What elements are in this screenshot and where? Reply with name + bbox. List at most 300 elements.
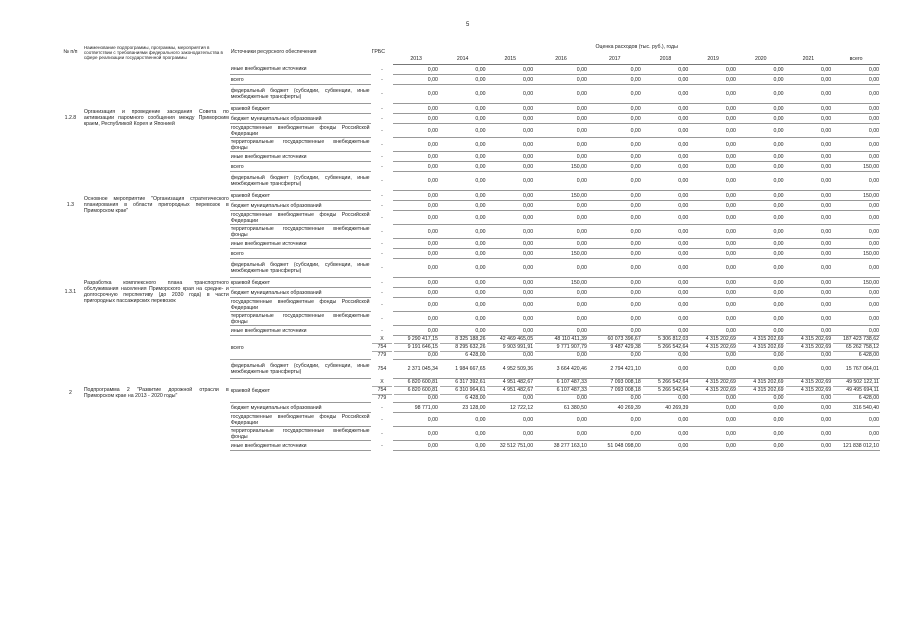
- amount-cell: 0,00: [393, 201, 439, 211]
- amount-cell: 0,00: [642, 360, 690, 379]
- amount-cell: 0,00: [689, 441, 737, 451]
- amount-value: 4 951 482,67: [487, 379, 533, 387]
- amount-cell: 0,00: [642, 298, 690, 312]
- amount-cell: 0,00: [785, 85, 833, 104]
- amount-cell: 0,00: [486, 259, 534, 278]
- amount-value: 6 107 487,33: [535, 387, 587, 395]
- amount-cell: 0,00: [534, 65, 588, 75]
- amount-cell: 0,00: [785, 360, 833, 379]
- amount-cell: 0,00: [588, 239, 642, 249]
- amount-value: 4 315 202,69: [738, 344, 784, 352]
- amount-cell: 0,00: [486, 413, 534, 427]
- table-row: [58, 65, 880, 75]
- amount-cell: 0,00: [588, 249, 642, 259]
- amount-cell: 0,00: [785, 211, 833, 225]
- grbs-cell: -: [381, 327, 383, 334]
- amount-cell: 0,00: [588, 201, 642, 211]
- grbs-cell: -: [381, 404, 383, 411]
- amount-cell: 0,00: [534, 312, 588, 326]
- amount-cell: 0,00: [393, 172, 439, 191]
- amount-cell: 0,00: [785, 288, 833, 298]
- funding-source: иные внебюджетные источники: [230, 441, 371, 451]
- amount-value: 0,00: [821, 352, 832, 358]
- amount-cell: 0,00: [737, 441, 785, 451]
- amount-cell: 0,00: [642, 124, 690, 138]
- grbs-cell: -: [381, 416, 383, 423]
- amount-value: 4 315 202,69: [738, 336, 784, 344]
- amount-cell: 0,00: [785, 259, 833, 278]
- amount-cell: 0,00: [588, 259, 642, 278]
- amount-cell: 0,00: [393, 152, 439, 162]
- amount-cell: 0,00: [588, 162, 642, 172]
- year-header: 2018: [642, 54, 690, 65]
- amount-cell: 0,00: [737, 191, 785, 201]
- amount-cell: 0,00: [439, 65, 487, 75]
- amount-cell: 0,00: [439, 413, 487, 427]
- funding-source: территориальные государственные внебюджетные фонды: [230, 427, 370, 440]
- funding-source: территориальные государственные внебюджетные фонды: [230, 138, 370, 151]
- amount-value: 9 903 991,91: [487, 344, 533, 352]
- amount-cell: 0,00: [689, 326, 737, 336]
- expenditure-table: [58, 40, 880, 451]
- amount-cell: 150,00: [534, 162, 588, 172]
- amount-cell: 0,00: [785, 124, 833, 138]
- amount-cell: 0,00: [642, 413, 690, 427]
- funding-source: краевой бюджет: [230, 379, 371, 403]
- amount-value: 0,00: [427, 352, 438, 358]
- amount-cell: 0,00: [439, 427, 487, 441]
- amount-cell: 121 838 012,10: [832, 441, 880, 451]
- header-estimate: Оценка расходов (тыс. руб.), годы: [595, 44, 678, 50]
- amount-cell: 0,00: [832, 124, 880, 138]
- grbs-code: 754: [372, 344, 393, 352]
- amount-cell: 61 380,50: [534, 403, 588, 413]
- grbs-cell: -: [381, 301, 383, 308]
- funding-source: краевой бюджет: [230, 278, 371, 288]
- amount-cell: 0,00: [642, 312, 690, 326]
- amount-cell: 0,00: [832, 225, 880, 239]
- grbs-cell: -: [381, 163, 383, 170]
- amount-cell: 0,00: [588, 124, 642, 138]
- amount-cell: 0,00: [785, 278, 833, 288]
- amount-cell: 0,00: [642, 152, 690, 162]
- amount-cell: 0,00: [486, 278, 534, 288]
- amount-cell: 150,00: [832, 249, 880, 259]
- amount-cell: [642, 379, 690, 403]
- amount-value: 4 315 202,69: [738, 379, 784, 387]
- amount-cell: 0,00: [486, 427, 534, 441]
- amount-cell: 0,00: [439, 288, 487, 298]
- funding-source: краевой бюджет: [230, 104, 371, 114]
- amount-cell: 0,00: [486, 326, 534, 336]
- amount-value: 0,00: [522, 352, 534, 358]
- amount-value: 4 315 202,69: [690, 336, 736, 344]
- amount-value: 8 295 632,26: [440, 344, 486, 352]
- amount-cell: 0,00: [785, 191, 833, 201]
- amount-cell: [689, 379, 737, 403]
- amount-value: 0,00: [725, 395, 736, 401]
- amount-value: 9 487 429,38: [589, 344, 641, 352]
- amount-cell: 0,00: [393, 239, 439, 249]
- amount-cell: 0,00: [689, 65, 737, 75]
- amount-cell: 0,00: [689, 298, 737, 312]
- amount-cell: 0,00: [393, 259, 439, 278]
- amount-cell: 23 128,00: [439, 403, 487, 413]
- amount-cell: 0,00: [588, 85, 642, 104]
- row-number: 1.2.8: [64, 115, 77, 121]
- amount-value: 48 110 411,39: [535, 336, 587, 344]
- amount-value: 65 262 758,12: [833, 344, 879, 352]
- amount-cell: 0,00: [393, 326, 439, 336]
- amount-cell: 0,00: [785, 249, 833, 259]
- amount-cell: 0,00: [785, 65, 833, 75]
- grbs-cell: -: [381, 127, 383, 134]
- funding-source: бюджет муниципальных образований: [230, 114, 371, 124]
- funding-source: государственные внебюджетные фонды Российской Федерации: [230, 298, 370, 311]
- amount-cell: 0,00: [439, 201, 487, 211]
- amount-value: 6 310 964,61: [440, 387, 486, 395]
- amount-cell: 0,00: [785, 326, 833, 336]
- amount-value: 49 502 122,11: [833, 379, 879, 387]
- amount-cell: 0,00: [393, 138, 439, 152]
- funding-source: территориальные государственные внебюджетные фонды: [230, 225, 370, 238]
- amount-value: 5 266 542,64: [643, 387, 689, 395]
- amount-cell: 0,00: [486, 312, 534, 326]
- amount-cell: 0,00: [689, 288, 737, 298]
- amount-cell: 0,00: [534, 259, 588, 278]
- amount-cell: 0,00: [534, 124, 588, 138]
- grbs-cell: -: [381, 214, 383, 221]
- amount-cell: 2 794 421,10: [588, 360, 642, 379]
- amount-value: 4 315 202,69: [738, 387, 784, 395]
- amount-cell: [534, 379, 588, 403]
- amount-cell: 0,00: [393, 85, 439, 104]
- amount-cell: 0,00: [785, 225, 833, 239]
- grbs-cell: -: [381, 105, 383, 112]
- amount-value: 0,00: [821, 395, 832, 401]
- amount-cell: 0,00: [588, 225, 642, 239]
- amount-cell: 0,00: [439, 162, 487, 172]
- amount-cell: 0,00: [588, 298, 642, 312]
- grbs-cell: -: [381, 153, 383, 160]
- amount-cell: 0,00: [642, 138, 690, 152]
- funding-source: иные внебюджетные источники: [230, 152, 371, 162]
- amount-cell: 0,00: [642, 259, 690, 278]
- amount-value: 4 315 202,69: [786, 387, 832, 395]
- amount-value: 6 428,00: [858, 352, 879, 358]
- amount-cell: 0,00: [393, 312, 439, 326]
- amount-cell: 0,00: [832, 326, 880, 336]
- funding-source: всего: [230, 249, 371, 259]
- amount-cell: 0,00: [486, 211, 534, 225]
- funding-source: территориальные государственные внебюджетные фонды: [230, 312, 370, 325]
- amount-cell: 0,00: [832, 413, 880, 427]
- amount-cell: 0,00: [534, 152, 588, 162]
- amount-cell: 0,00: [486, 114, 534, 124]
- grbs-cell: -: [381, 141, 383, 148]
- amount-cell: 0,00: [642, 239, 690, 249]
- amount-cell: 0,00: [832, 65, 880, 75]
- amount-cell: [393, 336, 439, 360]
- amount-cell: 0,00: [737, 225, 785, 239]
- amount-cell: 0,00: [588, 413, 642, 427]
- amount-cell: 0,00: [642, 201, 690, 211]
- funding-source: федеральный бюджет (субсидии, субвенции, иные межбюджетные трансферты): [230, 172, 371, 191]
- table-row: [58, 336, 880, 360]
- amount-value: 9 191 646,15: [394, 344, 438, 352]
- funding-source: всего: [230, 162, 371, 172]
- amount-cell: 0,00: [737, 249, 785, 259]
- amount-value: 0,00: [725, 352, 736, 358]
- table-row: [58, 249, 880, 259]
- amount-cell: [588, 336, 642, 360]
- amount-value: 187 423 738,62: [833, 336, 879, 344]
- amount-cell: 0,00: [486, 124, 534, 138]
- amount-cell: 0,00: [588, 312, 642, 326]
- amount-cell: 0,00: [393, 114, 439, 124]
- grbs-cell: -: [381, 442, 383, 449]
- amount-cell: 0,00: [737, 413, 785, 427]
- amount-cell: [439, 379, 487, 403]
- row-number: [58, 65, 83, 75]
- amount-cell: 0,00: [689, 211, 737, 225]
- measure-name: Организация и проведение заседания Совета по активизации паромного сообщения между Приморским краем, Республикой Корея и Японией: [83, 109, 229, 127]
- amount-value: 0,00: [427, 395, 438, 401]
- amount-cell: 0,00: [486, 75, 534, 85]
- amount-cell: 0,00: [393, 278, 439, 288]
- amount-cell: 0,00: [642, 427, 690, 441]
- grbs-cell: -: [381, 250, 383, 257]
- amount-cell: 0,00: [534, 288, 588, 298]
- amount-cell: 0,00: [534, 75, 588, 85]
- amount-value: 4 315 202,69: [786, 379, 832, 387]
- amount-cell: 0,00: [439, 225, 487, 239]
- amount-cell: 51 048 098,00: [588, 441, 642, 451]
- grbs-code: 779: [377, 352, 387, 358]
- amount-cell: 0,00: [737, 239, 785, 249]
- amount-cell: [785, 379, 833, 403]
- year-header: 2021: [785, 54, 833, 65]
- page-number: 5: [466, 22, 470, 28]
- amount-cell: 0,00: [689, 312, 737, 326]
- year-header: 2015: [486, 54, 534, 65]
- amount-value: 0,00: [773, 395, 784, 401]
- amount-cell: [737, 379, 785, 403]
- amount-value: 6 820 600,81: [394, 379, 438, 387]
- amount-cell: 32 512 751,00: [486, 441, 534, 451]
- amount-cell: 0,00: [439, 211, 487, 225]
- amount-cell: 4 952 509,36: [486, 360, 534, 379]
- funding-source: федеральный бюджет (субсидии, субвенции, иные межбюджетные трансферты): [230, 259, 371, 278]
- amount-cell: 0,00: [439, 114, 487, 124]
- amount-value: 6 428,00: [465, 352, 486, 358]
- amount-cell: 0,00: [737, 288, 785, 298]
- amount-cell: 0,00: [439, 312, 487, 326]
- amount-cell: 0,00: [486, 225, 534, 239]
- amount-cell: [832, 379, 880, 403]
- year-header: 2013: [393, 54, 439, 65]
- amount-cell: 0,00: [439, 104, 487, 114]
- amount-cell: 0,00: [832, 211, 880, 225]
- amount-cell: 0,00: [642, 249, 690, 259]
- amount-cell: [689, 336, 737, 360]
- amount-cell: 2 371 045,34: [393, 360, 439, 379]
- amount-cell: 0,00: [486, 191, 534, 201]
- funding-source: государственные внебюджетные фонды Российской Федерации: [230, 124, 370, 137]
- amount-cell: 0,00: [689, 152, 737, 162]
- amount-cell: 0,00: [689, 191, 737, 201]
- amount-cell: 0,00: [785, 162, 833, 172]
- amount-cell: 0,00: [534, 201, 588, 211]
- amount-cell: 3 664 420,46: [534, 360, 588, 379]
- amount-cell: 0,00: [737, 312, 785, 326]
- row-number: 1.3: [66, 202, 75, 208]
- grbs-code: X: [372, 336, 393, 344]
- amount-cell: 0,00: [393, 75, 439, 85]
- amount-value: 0,00: [678, 395, 689, 401]
- amount-cell: 0,00: [689, 85, 737, 104]
- grbs-cell: -: [381, 289, 383, 296]
- amount-cell: 0,00: [534, 85, 588, 104]
- amount-cell: 0,00: [832, 312, 880, 326]
- amount-cell: 0,00: [486, 138, 534, 152]
- amount-cell: 0,00: [393, 211, 439, 225]
- amount-cell: [832, 336, 880, 360]
- amount-cell: 40 269,39: [642, 403, 690, 413]
- amount-cell: 0,00: [737, 211, 785, 225]
- amount-cell: 0,00: [832, 152, 880, 162]
- amount-cell: 0,00: [534, 114, 588, 124]
- amount-value: 7 093 008,18: [589, 379, 641, 387]
- amount-cell: 0,00: [785, 104, 833, 114]
- header-name: Наименование подпрограммы, программы, мероприятия в соответствии с требованиями федерального законодательства в сфере реализации государственной программы: [83, 44, 223, 60]
- grbs-cell: -: [381, 228, 383, 235]
- amount-cell: 0,00: [439, 85, 487, 104]
- amount-cell: 0,00: [737, 201, 785, 211]
- amount-cell: 0,00: [832, 427, 880, 441]
- amount-value: 0,00: [576, 395, 587, 401]
- amount-cell: 0,00: [588, 326, 642, 336]
- funding-source: иные внебюджетные источники: [230, 326, 371, 336]
- amount-cell: 0,00: [393, 441, 439, 451]
- amount-cell: 0,00: [785, 201, 833, 211]
- row-number: 1.3.1: [64, 289, 77, 295]
- year-header: 2016: [534, 54, 588, 65]
- amount-value: 6 107 487,33: [535, 379, 587, 387]
- amount-cell: 0,00: [785, 114, 833, 124]
- table-row: [58, 75, 880, 85]
- amount-cell: 0,00: [439, 138, 487, 152]
- amount-cell: 0,00: [588, 278, 642, 288]
- grbs-cell: 754: [377, 366, 387, 372]
- year-header: 2019: [689, 54, 737, 65]
- amount-cell: 0,00: [534, 225, 588, 239]
- grbs-cell: -: [381, 192, 383, 199]
- amount-value: 4 315 202,69: [690, 387, 736, 395]
- amount-cell: 0,00: [486, 152, 534, 162]
- amount-cell: 0,00: [737, 427, 785, 441]
- amount-cell: 0,00: [534, 326, 588, 336]
- amount-cell: 0,00: [737, 152, 785, 162]
- amount-cell: 0,00: [689, 403, 737, 413]
- amount-cell: 0,00: [486, 104, 534, 114]
- amount-cell: 0,00: [689, 172, 737, 191]
- grbs-cell: -: [381, 315, 383, 322]
- amount-cell: 0,00: [832, 138, 880, 152]
- amount-cell: 0,00: [785, 239, 833, 249]
- amount-cell: 0,00: [534, 104, 588, 114]
- amount-cell: 0,00: [642, 85, 690, 104]
- amount-cell: 150,00: [832, 278, 880, 288]
- funding-source: федеральный бюджет (субсидии, субвенции, иные межбюджетные трансферты): [230, 85, 371, 104]
- amount-cell: 0,00: [642, 114, 690, 124]
- amount-cell: 40 269,39: [588, 403, 642, 413]
- amount-cell: 0,00: [642, 191, 690, 201]
- amount-cell: 0,00: [588, 138, 642, 152]
- amount-value: 4 315 202,69: [690, 344, 736, 352]
- amount-value: 0,00: [522, 395, 534, 401]
- measure-name: Подпрограмма 2 "Развитие дорожной отрасли в Приморском крае на 2013 - 2020 годы": [83, 387, 229, 399]
- amount-cell: 0,00: [534, 172, 588, 191]
- amount-cell: 0,00: [832, 239, 880, 249]
- amount-cell: 0,00: [439, 172, 487, 191]
- amount-value: 6 820 600,81: [394, 387, 438, 395]
- measure-name: Разработка комплексного плана транспортного обслуживания населения Приморского края на средне- и долгосрочную перспективу (до 2030 года) в части пригородных пассажирских перевозок: [83, 280, 229, 304]
- amount-cell: 0,00: [737, 85, 785, 104]
- amount-value: 49 495 694,11: [833, 387, 879, 395]
- amount-cell: 0,00: [486, 65, 534, 75]
- amount-value: 0,00: [630, 352, 641, 358]
- amount-cell: 0,00: [439, 152, 487, 162]
- funding-source: государственные внебюджетные фонды Российской Федерации: [230, 211, 370, 224]
- amount-cell: 0,00: [588, 427, 642, 441]
- amount-cell: 0,00: [737, 75, 785, 85]
- amount-value: 9 290 417,15: [394, 336, 438, 344]
- funding-source: краевой бюджет: [230, 191, 371, 201]
- amount-cell: 0,00: [486, 239, 534, 249]
- amount-cell: [588, 379, 642, 403]
- amount-value: 5 266 542,64: [643, 344, 689, 352]
- amount-cell: 0,00: [439, 191, 487, 201]
- amount-cell: 0,00: [832, 114, 880, 124]
- grbs-cell: -: [381, 178, 383, 184]
- amount-cell: 0,00: [785, 138, 833, 152]
- grbs-cell: -: [381, 430, 383, 437]
- amount-cell: 0,00: [534, 427, 588, 441]
- amount-cell: 1 984 667,65: [439, 360, 487, 379]
- header-source: Источники ресурсного обеспечения: [230, 49, 317, 56]
- grbs-code: X: [372, 379, 393, 387]
- amount-value: 9 771 907,79: [535, 344, 587, 352]
- amount-cell: 0,00: [689, 162, 737, 172]
- amount-cell: 0,00: [689, 75, 737, 85]
- amount-cell: 0,00: [785, 172, 833, 191]
- amount-cell: 0,00: [785, 441, 833, 451]
- amount-cell: 0,00: [832, 104, 880, 114]
- amount-cell: 0,00: [486, 162, 534, 172]
- amount-cell: 0,00: [439, 239, 487, 249]
- amount-cell: 0,00: [486, 298, 534, 312]
- amount-value: 42 469 465,05: [487, 336, 533, 344]
- amount-cell: [534, 336, 588, 360]
- amount-cell: 0,00: [689, 225, 737, 239]
- amount-cell: 0,00: [689, 201, 737, 211]
- amount-cell: 0,00: [439, 259, 487, 278]
- amount-cell: 0,00: [642, 278, 690, 288]
- amount-cell: 0,00: [439, 326, 487, 336]
- measure-name: Основное мероприятие "Организация стратегического планирования в области пригородных перевозок в Приморском крае": [83, 196, 229, 214]
- amount-value: 0,00: [678, 352, 689, 358]
